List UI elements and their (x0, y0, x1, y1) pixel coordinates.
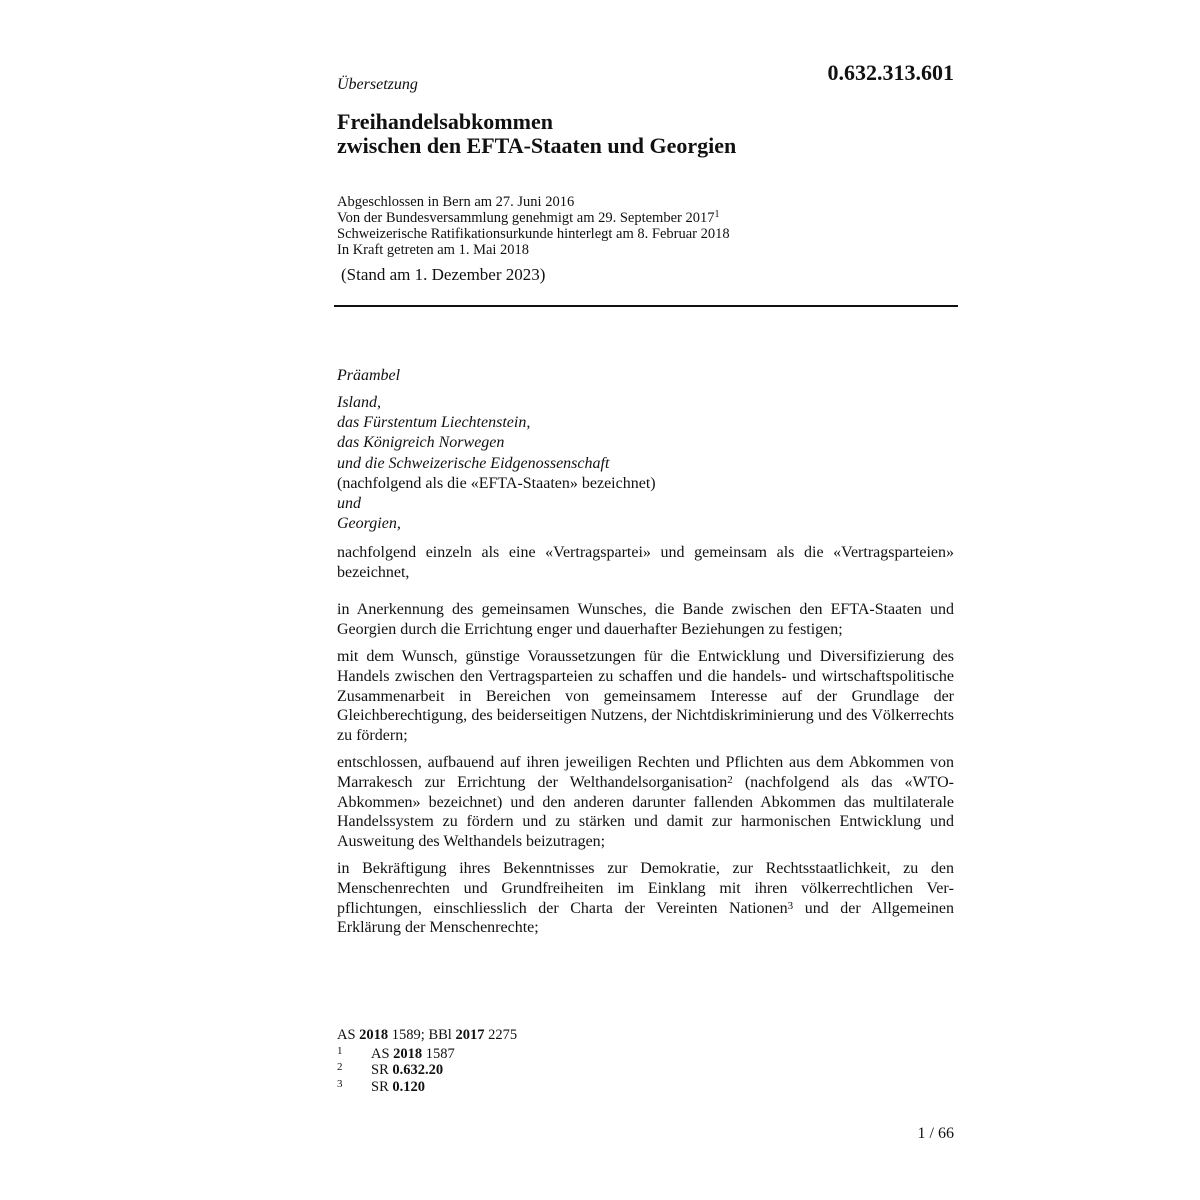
recital-wto-text-b: (nachfolgend als das «WTO-Abkommen» bezeichnet) und den anderen darunter fallenden Abkommen das multilaterale Handelssystem zu fördern und zu stärken und damit zur harmonischen Entwicklung und Ausweitung des Welthandels beizutragen; (337, 773, 954, 850)
source-as-prefix: AS (337, 1027, 360, 1043)
preamble-title: Präambel (337, 367, 401, 384)
translation-label: Übersetzung (337, 76, 418, 93)
footnote-suffix: 1587 (422, 1045, 455, 1062)
recital-party-definition: nachfolgend einzeln als eine «Vertragspartei» und gemeinsam als die «Vertragsparteien» bezeichnet, (337, 544, 954, 581)
efta-states-note: (nachfolgend als die «EFTA-Staaten» bezeichnet) (337, 474, 656, 492)
footnote-ref-1[interactable]: 1 (714, 209, 720, 220)
approved-date-text: Von der Bundesversammlung genehmigt am 29. September 2017 (337, 210, 715, 226)
header-divider (334, 305, 958, 307)
party-iceland: Island, (337, 394, 381, 411)
recital-wto-text-a: entschlossen, aufbauend auf ihren jeweiligen Rechten und Pflichten aus dem Abkommen von Marrakesch zur Errichtung der Welthandelsorganisation (337, 754, 954, 791)
footnote-ref-3[interactable]: 3 (787, 899, 794, 912)
page-number: 1 / 66 (917, 1125, 954, 1142)
recital-wto (337, 753, 954, 851)
document-title (337, 110, 736, 158)
document-metadata (337, 194, 730, 258)
source-as-year: 2018 (359, 1027, 389, 1043)
footnote-prefix: SR (371, 1078, 393, 1095)
entry-into-force-date: In Kraft getreten am 1. Mai 2018 (337, 242, 530, 258)
ratification-deposited-date: Schweizerische Ratifikationsurkunde hinterlegt am 8. Februar 2018 (337, 226, 730, 242)
recital-trade-cooperation: mit dem Wunsch, günstige Voraussetzungen für die Entwicklung und Diversifizierung des Handels zwischen den Vertragsparteien zu schaffen und die handels- und wirtschaftspolitische Zusammenarbeit in Bereichen von gemeinsamem Interesse auf der Grundlage der Gleichberechtigung, des beiderseitigen Nutzens, der Nichtdiskriminierung und des Völkerrechts zu fördern; (337, 648, 954, 744)
document-title-line-2: zwischen den EFTA-Staaten und Georgien (337, 133, 737, 158)
sr-number: 0.632.313.601 (827, 60, 954, 85)
footnote-prefix: AS (371, 1045, 394, 1062)
recital-democracy (337, 859, 954, 937)
party-liechtenstein: das Fürstentum Liechtenstein, (337, 414, 531, 432)
source-bbl-year: 2017 (455, 1027, 485, 1043)
recital-democracy-text-a: in Bekräftigung ihres Bekenntnisses zur Demokratie, zur Rechtsstaatlichkeit, zu den Menschenrechten und Grundfreiheiten im Einklang mit ihren völkerrechtlichen Verpflichtungen, einschliesslich der Charta der Vereinten Nationen (337, 860, 954, 917)
contracting-parties (337, 393, 656, 534)
footnote-prefix: SR (371, 1062, 393, 1078)
official-source-reference (337, 1027, 517, 1044)
footnote-2: 2 SR 0.632.20 (337, 1061, 444, 1078)
footnote-bold: 2018 (393, 1045, 423, 1062)
preamble-recitals (337, 543, 954, 946)
party-conjunction: und (337, 495, 361, 513)
recital-democracy-text-b: und der Allgemeinen Erklärung der Menschenrechte; (337, 899, 954, 937)
footnote-ref-2[interactable]: 2 (727, 773, 733, 786)
party-norway: das Königreich Norwegen (337, 434, 505, 452)
footnote-3: 3 SR 0.120 (337, 1077, 425, 1095)
approved-date (337, 210, 730, 226)
source-bbl-page: 2275 (484, 1027, 518, 1043)
document-title-line-1: Freihandelsabkommen (337, 109, 553, 134)
footnote-bold[interactable]: 0.120 (392, 1078, 425, 1095)
footnote-bold[interactable]: 0.632.20 (392, 1062, 444, 1078)
party-switzerland: und die Schweizerische Eidgenossenschaft (337, 454, 610, 472)
party-georgia: Georgien, (337, 515, 401, 533)
concluded-date: Abgeschlossen in Bern am 27. Juni 2016 (337, 194, 575, 210)
source-as-page: 1589; BBl (388, 1027, 456, 1043)
footnote-1: 1 AS 2018 1587 (337, 1044, 455, 1062)
recital-relations: in Anerkennung des gemeinsamen Wunsches, die Bande zwischen den EFTA-Staaten und Georgien durch die Errichtung enger und dauerhafter Beziehungen zu festigen; (337, 601, 954, 638)
footnotes (337, 1027, 517, 1095)
status-date: (Stand am 1. Dezember 2023) (341, 265, 546, 284)
